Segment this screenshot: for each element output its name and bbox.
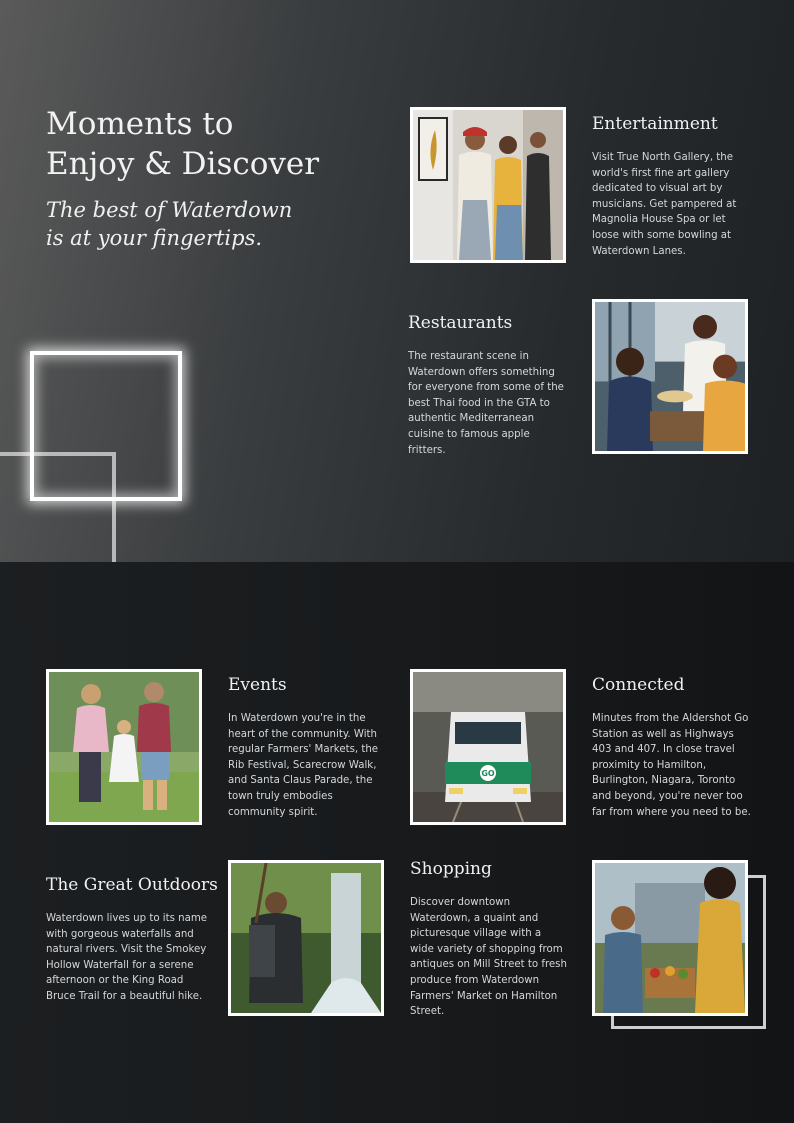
restaurants-photo xyxy=(592,299,748,454)
entertainment-photo xyxy=(410,107,566,263)
events-body: In Waterdown you're in the heart of the community. With regular Farmers' Markets, the Rib Festival, Scarecrow Walk, and Santa Claus Parade, the town truly embodies community spirit. xyxy=(228,713,379,818)
hero-subtitle-line1: The best of Waterdown xyxy=(46,198,293,222)
outdoors-photo xyxy=(228,860,384,1016)
bottom-panel xyxy=(0,562,794,1123)
events-title: Events xyxy=(228,675,287,695)
go-logo-text: GO xyxy=(481,769,495,778)
shopping-body: Discover downtown Waterdown, a quaint and picturesque village with a wide variety of shopping from antiques on Mill Street to fresh produce from Waterdown Farmers' Market on Hamilton Street. xyxy=(410,897,567,1018)
entertainment-title: Entertainment xyxy=(592,114,718,134)
hero-title xyxy=(46,104,366,184)
shopping-title: Shopping xyxy=(410,859,492,879)
decorative-glow-square xyxy=(30,351,182,501)
shopping-photo xyxy=(592,860,748,1016)
connected-title: Connected xyxy=(592,675,685,695)
connected-body: Minutes from the Aldershot Go Station as well as Highways 403 and 407. In close travel proximity to Hamilton, Burlington, Niagara, Toronto and beyond, you're never too far from where you need to be. xyxy=(592,713,751,818)
connected-photo xyxy=(410,669,566,825)
hero-subtitle xyxy=(46,196,366,252)
hero-title-line1: Moments to xyxy=(46,106,234,142)
hero-subtitle-line2: is at your fingertips. xyxy=(46,226,263,250)
hero-title-line2: Enjoy & Discover xyxy=(46,146,320,182)
events-photo xyxy=(46,669,202,825)
restaurants-body: The restaurant scene in Waterdown offers something for everyone from some of the best Thai food in the GTA to authentic Mediterranean cuisine to famous apple fritters. xyxy=(408,351,564,456)
restaurants-title: Restaurants xyxy=(408,313,513,333)
outdoors-title: The Great Outdoors xyxy=(46,875,218,895)
entertainment-body: Visit True North Gallery, the world's first fine art gallery dedicated to visual art by musicians. Get pampered at Magnolia House Spa or let loose with some bowling at Waterdown Lanes. xyxy=(592,152,737,257)
outdoors-body: Waterdown lives up to its name with gorgeous waterfalls and natural rivers. Visit the Smokey Hollow Waterfall for a serene afternoon or the King Road Bruce Trail for a beautiful hike. xyxy=(46,913,208,1002)
